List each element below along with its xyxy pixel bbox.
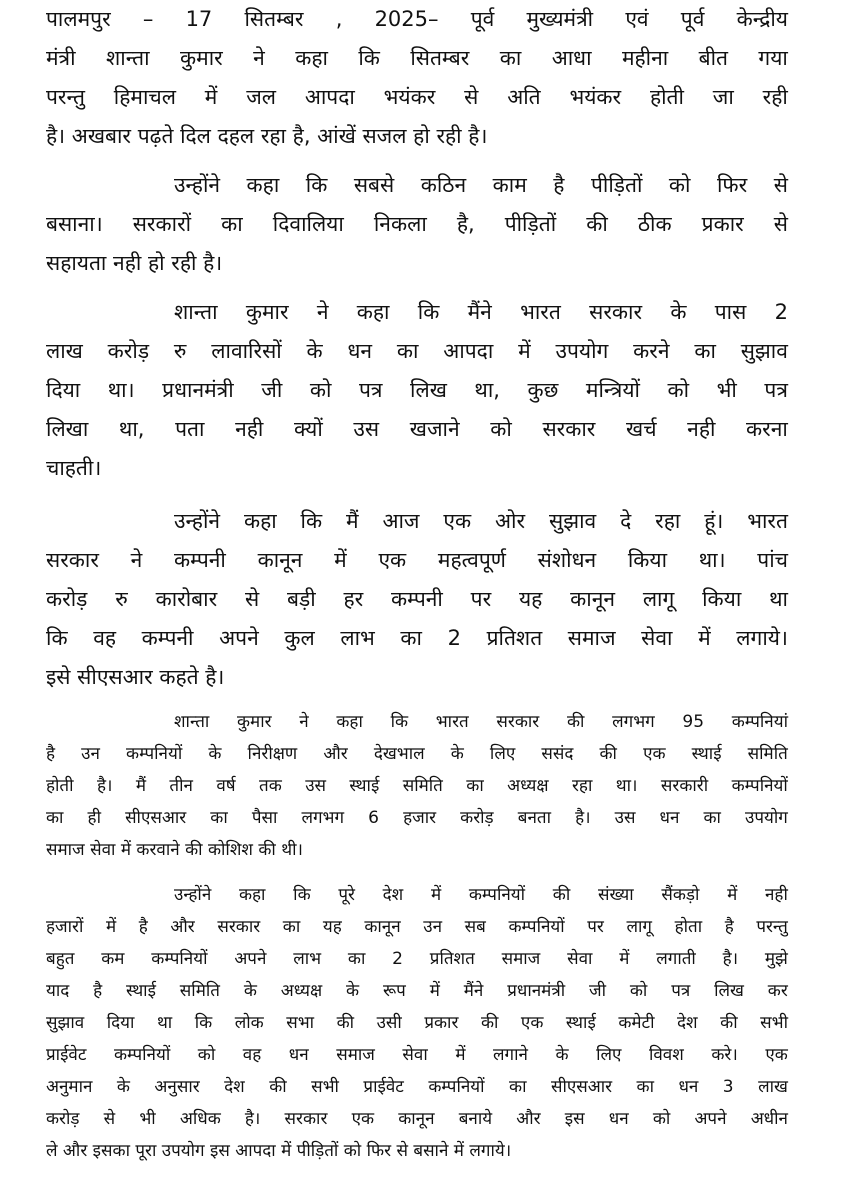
text-line: अनुमान के अनुसार देश की सभी प्राईवेट कम्पनियों का सीएसआर का धन 3 लाख bbox=[46, 1077, 788, 1097]
paragraph-3 bbox=[46, 293, 788, 488]
paragraph-1 bbox=[46, 0, 788, 156]
paragraph-4 bbox=[46, 502, 788, 697]
text-line: सहायता नही हो रही है। bbox=[46, 251, 223, 275]
text-line: का ही सीएसआर का पैसा लगभग 6 हजार करोड़ बनता है। उस धन का उपयोग bbox=[46, 808, 788, 828]
text-line: बसाना। सरकारों का दिवालिया निकला है, पीड़ितों की ठीक प्रकार से bbox=[46, 212, 788, 236]
text-line: है उन कम्पनियों के निरीक्षण और देखभाल के लिए ससंद की एक स्थाई समिति bbox=[46, 744, 788, 764]
paragraph-2 bbox=[46, 166, 788, 283]
text-line: करोड़ से भी अधिक है। सरकार एक कानून बनाये और इस धन को अपने अधीन bbox=[46, 1109, 788, 1129]
paragraph-6 bbox=[46, 879, 788, 1167]
text-line: सरकार ने कम्पनी कानून में एक महत्वपूर्ण संशोधन किया था। पांच bbox=[46, 548, 788, 572]
text-line: प्राईवेट कम्पनियों को वह धन समाज सेवा में लगाने के लिए विवश करे। एक bbox=[46, 1045, 788, 1065]
paragraph-5 bbox=[46, 706, 788, 866]
text-line: उन्होंने कहा कि सबसे कठिन काम है पीड़ितों को फिर से bbox=[174, 173, 788, 197]
text-line: शान्ता कुमार ने कहा कि भारत सरकार की लगभग 95 कम्पनियां bbox=[174, 712, 788, 732]
text-line: हजारों में है और सरकार का यह कानून उन सब कम्पनियों पर लागू होता है परन्तु bbox=[46, 917, 788, 937]
text-line: उन्होंने कहा कि मैं आज एक ओर सुझाव दे रहा हूं। भारत bbox=[174, 509, 788, 533]
text-line: लिखा था, पता नही क्यों उस खजाने को सरकार खर्च नही करना bbox=[46, 417, 788, 441]
text-line: उन्होंने कहा कि पूरे देश में कम्पनियों की संख्या सैंकड़ो में नही bbox=[174, 885, 788, 905]
text-line: इसे सीएसआर कहते है। bbox=[46, 665, 225, 689]
text-line: शान्ता कुमार ने कहा कि मैंने भारत सरकार के पास 2 bbox=[174, 300, 788, 324]
text-line: सुझाव दिया था कि लोक सभा की उसी प्रकार की एक स्थाई कमेटी देश की सभी bbox=[46, 1013, 788, 1033]
text-line: चाहती। bbox=[46, 456, 102, 480]
text-line: याद है स्थाई समिति के अध्यक्ष के रूप में मैंने प्रधानमंत्री जी को पत्र लिख कर bbox=[46, 981, 788, 1001]
text-line: करोड़ रु कारोबार से बड़ी हर कम्पनी पर यह कानून लागू किया था bbox=[46, 587, 788, 611]
text-line: परन्तु हिमाचल में जल आपदा भयंकर से अति भयंकर होती जा रही bbox=[46, 85, 788, 109]
text-line: बहुत कम कम्पनियों अपने लाभ का 2 प्रतिशत समाज सेवा में लगाती है। मुझे bbox=[46, 949, 788, 969]
text-line: मंत्री शान्ता कुमार ने कहा कि सितम्बर का आधा महीना बीत गया bbox=[46, 46, 788, 70]
text-line: कि वह कम्पनी अपने कुल लाभ का 2 प्रतिशत समाज सेवा में लगाये। bbox=[46, 626, 788, 650]
text-line: ले और इसका पूरा उपयोग इस आपदा में पीड़ितों को फिर से बसाने में लगाये। bbox=[46, 1141, 512, 1161]
text-line: समाज सेवा में करवाने की कोशिश की थी। bbox=[46, 840, 303, 860]
text-line: होती है। मैं तीन वर्ष तक उस स्थाई समिति का अध्यक्ष रहा था। सरकारी कम्पनियों bbox=[46, 776, 788, 796]
text-line: लाख करोड़ रु लावारिसों के धन का आपदा में उपयोग करने का सुझाव bbox=[46, 339, 788, 363]
text-line: पालमपुर – 17 सितम्बर , 2025– पूर्व मुख्यमंत्री एवं पूर्व केन्द्रीय bbox=[46, 7, 788, 31]
text-line: है। अखबार पढ़ते दिल दहल रहा है, आंखें सजल हो रही है। bbox=[46, 124, 488, 148]
text-line: दिया था। प्रधानमंत्री जी को पत्र लिख था, कुछ मन्त्रियों को भी पत्र bbox=[46, 378, 788, 402]
